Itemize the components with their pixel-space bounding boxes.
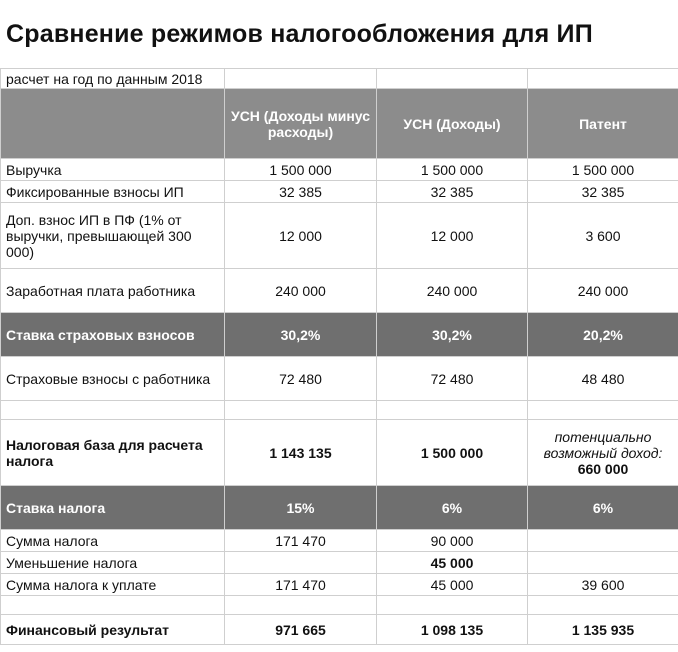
cell-value: 171 470	[225, 530, 377, 552]
row-label: Страховые взносы с работника	[1, 357, 225, 401]
row-tax-base	[1, 420, 678, 486]
empty-cell	[528, 69, 678, 89]
patent-potential-income: 660 000	[577, 460, 629, 477]
row-tax-reduction	[1, 552, 678, 574]
row-financial-result	[1, 615, 678, 645]
empty-cell	[528, 401, 678, 420]
empty-cell	[377, 596, 528, 615]
empty-cell	[528, 596, 678, 615]
cell-value: 32 385	[528, 181, 678, 203]
empty-cell	[225, 401, 377, 420]
cell-value: 240 000	[528, 269, 678, 313]
comparison-table	[0, 68, 678, 645]
cell-value: 72 480	[225, 357, 377, 401]
header-usn-income: УСН (Доходы)	[377, 89, 528, 159]
row-label: Ставка страховых взносов	[1, 313, 225, 357]
page-title: Сравнение режимов налогообложения для ИП	[6, 20, 593, 48]
subtitle: расчет на год по данным 2018	[1, 69, 225, 89]
row-extra-contribution	[1, 203, 678, 269]
row-label: Доп. взнос ИП в ПФ (1% от выручки, превышающей 300 000)	[1, 203, 225, 269]
header-row	[1, 89, 678, 159]
cell-value: 1 143 135	[225, 420, 377, 486]
cell-value: 240 000	[377, 269, 528, 313]
patent-note: потенциально возможный доход:	[543, 428, 663, 461]
row-label: Налоговая база для расчета налога	[1, 420, 225, 486]
row-label: Уменьшение налога	[1, 552, 225, 574]
cell-value: 45 000	[377, 552, 528, 574]
cell-value: 15%	[225, 486, 377, 530]
cell-value: 1 500 000	[377, 420, 528, 486]
cell-value: 72 480	[377, 357, 528, 401]
row-label: Фиксированные взносы ИП	[1, 181, 225, 203]
cell-value: 240 000	[225, 269, 377, 313]
row-salary	[1, 269, 678, 313]
header-empty	[1, 89, 225, 159]
header-usn-income-expense: УСН (Доходы минус расходы)	[225, 89, 377, 159]
cell-value: 171 470	[225, 574, 377, 596]
cell-value: 48 480	[528, 357, 678, 401]
cell-value: 90 000	[377, 530, 528, 552]
row-label: Сумма налога	[1, 530, 225, 552]
empty-cell	[377, 69, 528, 89]
cell-patent-note	[528, 420, 678, 486]
cell-value: 1 098 135	[377, 615, 528, 645]
cell-value: 1 135 935	[528, 615, 678, 645]
cell-value: 12 000	[377, 203, 528, 269]
cell-value: 971 665	[225, 615, 377, 645]
row-label: Ставка налога	[1, 486, 225, 530]
row-label: Финансовый результат	[1, 615, 225, 645]
cell-value: 12 000	[225, 203, 377, 269]
empty-cell	[225, 596, 377, 615]
empty-cell	[377, 401, 528, 420]
cell-value: 1 500 000	[528, 159, 678, 181]
header-patent: Патент	[528, 89, 678, 159]
empty-cell	[225, 69, 377, 89]
cell-value: 6%	[377, 486, 528, 530]
row-label: Сумма налога к уплате	[1, 574, 225, 596]
cell-value	[225, 552, 377, 574]
cell-value: 32 385	[377, 181, 528, 203]
row-insurance-rate	[1, 313, 678, 357]
row-tax-rate	[1, 486, 678, 530]
subtitle-row	[1, 69, 678, 89]
row-tax-sum	[1, 530, 678, 552]
row-insurance	[1, 357, 678, 401]
cell-value: 1 500 000	[377, 159, 528, 181]
cell-value: 32 385	[225, 181, 377, 203]
cell-value: 6%	[528, 486, 678, 530]
empty-cell	[1, 401, 225, 420]
cell-value: 30,2%	[225, 313, 377, 357]
cell-value: 45 000	[377, 574, 528, 596]
cell-value: 20,2%	[528, 313, 678, 357]
cell-value: 30,2%	[377, 313, 528, 357]
cell-value	[528, 552, 678, 574]
spacer-row	[1, 596, 678, 615]
row-fixed	[1, 181, 678, 203]
cell-value: 1 500 000	[225, 159, 377, 181]
empty-cell	[1, 596, 225, 615]
row-revenue	[1, 159, 678, 181]
row-label: Заработная плата работника	[1, 269, 225, 313]
cell-value: 39 600	[528, 574, 678, 596]
spacer-row	[1, 401, 678, 420]
cell-value	[528, 530, 678, 552]
row-label: Выручка	[1, 159, 225, 181]
row-tax-to-pay	[1, 574, 678, 596]
cell-value: 3 600	[528, 203, 678, 269]
